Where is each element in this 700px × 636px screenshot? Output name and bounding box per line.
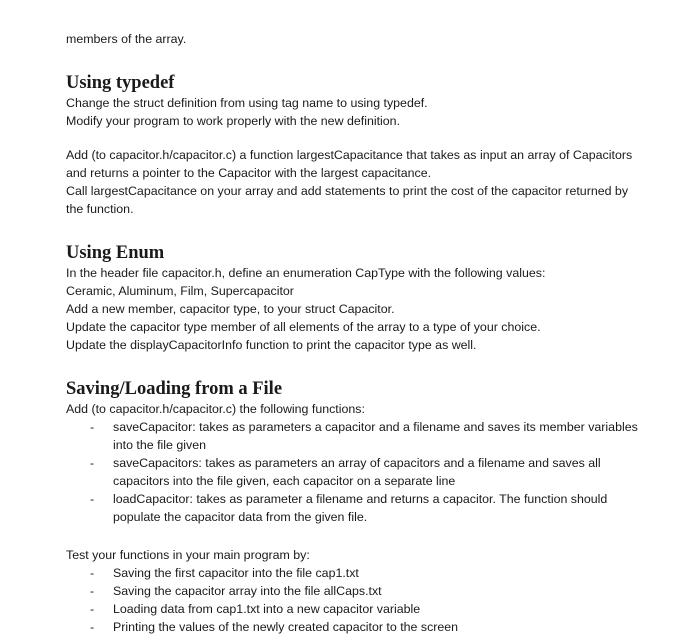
list-item-line: loadCapacitor: takes as parameter a filename and returns a capacitor. The function should	[113, 492, 608, 506]
spacer	[66, 526, 676, 546]
list-item	[66, 618, 676, 636]
paragraph-line: Call largestCapacitance on your array and add statements to print the cost of the capacitor returned by	[66, 184, 629, 198]
list-item	[66, 564, 676, 582]
spacer	[66, 218, 676, 242]
dash-bullet: -	[90, 492, 95, 506]
intro-line: members of the array.	[66, 32, 187, 46]
function-list	[66, 418, 676, 526]
list-item-line: into the file given	[113, 438, 206, 452]
list-item-line: Saving the first capacitor into the file cap1.txt	[113, 566, 359, 580]
dash-bullet: -	[90, 566, 95, 580]
dash-bullet: -	[90, 602, 95, 616]
paragraph-line: Add (to capacitor.h/capacitor.c) the following functions:	[66, 402, 365, 416]
list-item	[66, 600, 676, 618]
list-item	[66, 454, 676, 490]
list-item-line: Printing the values of the newly created capacitor to the screen	[113, 620, 459, 634]
paragraph-line: Add a new member, capacitor type, to your struct Capacitor.	[66, 302, 395, 316]
section-heading-typedef: Using typedef	[66, 73, 175, 93]
spacer	[66, 354, 676, 378]
section-heading-saving-loading: Saving/Loading from a File	[66, 379, 283, 399]
list-item	[66, 582, 676, 600]
section-typedef	[66, 72, 676, 218]
dash-bullet: -	[90, 620, 95, 634]
list-item-line: Loading data from cap1.txt into a new capacitor variable	[113, 602, 421, 616]
paragraph-line: and returns a pointer to the Capacitor with the largest capacitance.	[66, 166, 432, 180]
paragraph-line: Test your functions in your main program by:	[66, 548, 310, 562]
paragraph-line: Update the capacitor type member of all elements of the array to a type of your choice.	[66, 320, 541, 334]
paragraph-line: Modify your program to work properly with the new definition.	[66, 114, 401, 128]
list-item-line: Saving the capacitor array into the file allCaps.txt	[113, 584, 382, 598]
list-item	[66, 418, 676, 454]
paragraph-line: the function.	[66, 202, 134, 216]
paragraph-line: Change the struct definition from using tag name to using typedef.	[66, 96, 428, 110]
test-list	[66, 564, 676, 636]
section-enum	[66, 242, 676, 354]
spacer	[66, 130, 676, 146]
paragraph-line: Add (to capacitor.h/capacitor.c) a function largestCapacitance that takes as input an array of Capacitors	[66, 148, 633, 162]
paragraph-line: Update the displayCapacitorInfo function to print the capacitor type as well.	[66, 338, 477, 352]
dash-bullet: -	[90, 584, 95, 598]
list-item-line: saveCapacitor: takes as parameters a capacitor and a filename and saves its member variables	[113, 420, 638, 434]
paragraph-line: Ceramic, Aluminum, Film, Supercapacitor	[66, 284, 294, 298]
section-heading-enum: Using Enum	[66, 243, 165, 263]
paragraph-line: In the header file capacitor.h, define an enumeration CapType with the following values:	[66, 266, 546, 280]
dash-bullet: -	[90, 456, 95, 470]
spacer	[66, 48, 676, 72]
list-item-line: populate the capacitor data from the given file.	[113, 510, 368, 524]
list-item	[66, 490, 676, 526]
list-item-line: capacitors into the file given, each capacitor on a separate line	[113, 474, 456, 488]
list-item-line: saveCapacitors: takes as parameters an array of capacitors and a filename and saves all	[113, 456, 601, 470]
dash-bullet: -	[90, 420, 95, 434]
section-saving-loading	[66, 378, 676, 636]
document-page	[66, 30, 676, 636]
